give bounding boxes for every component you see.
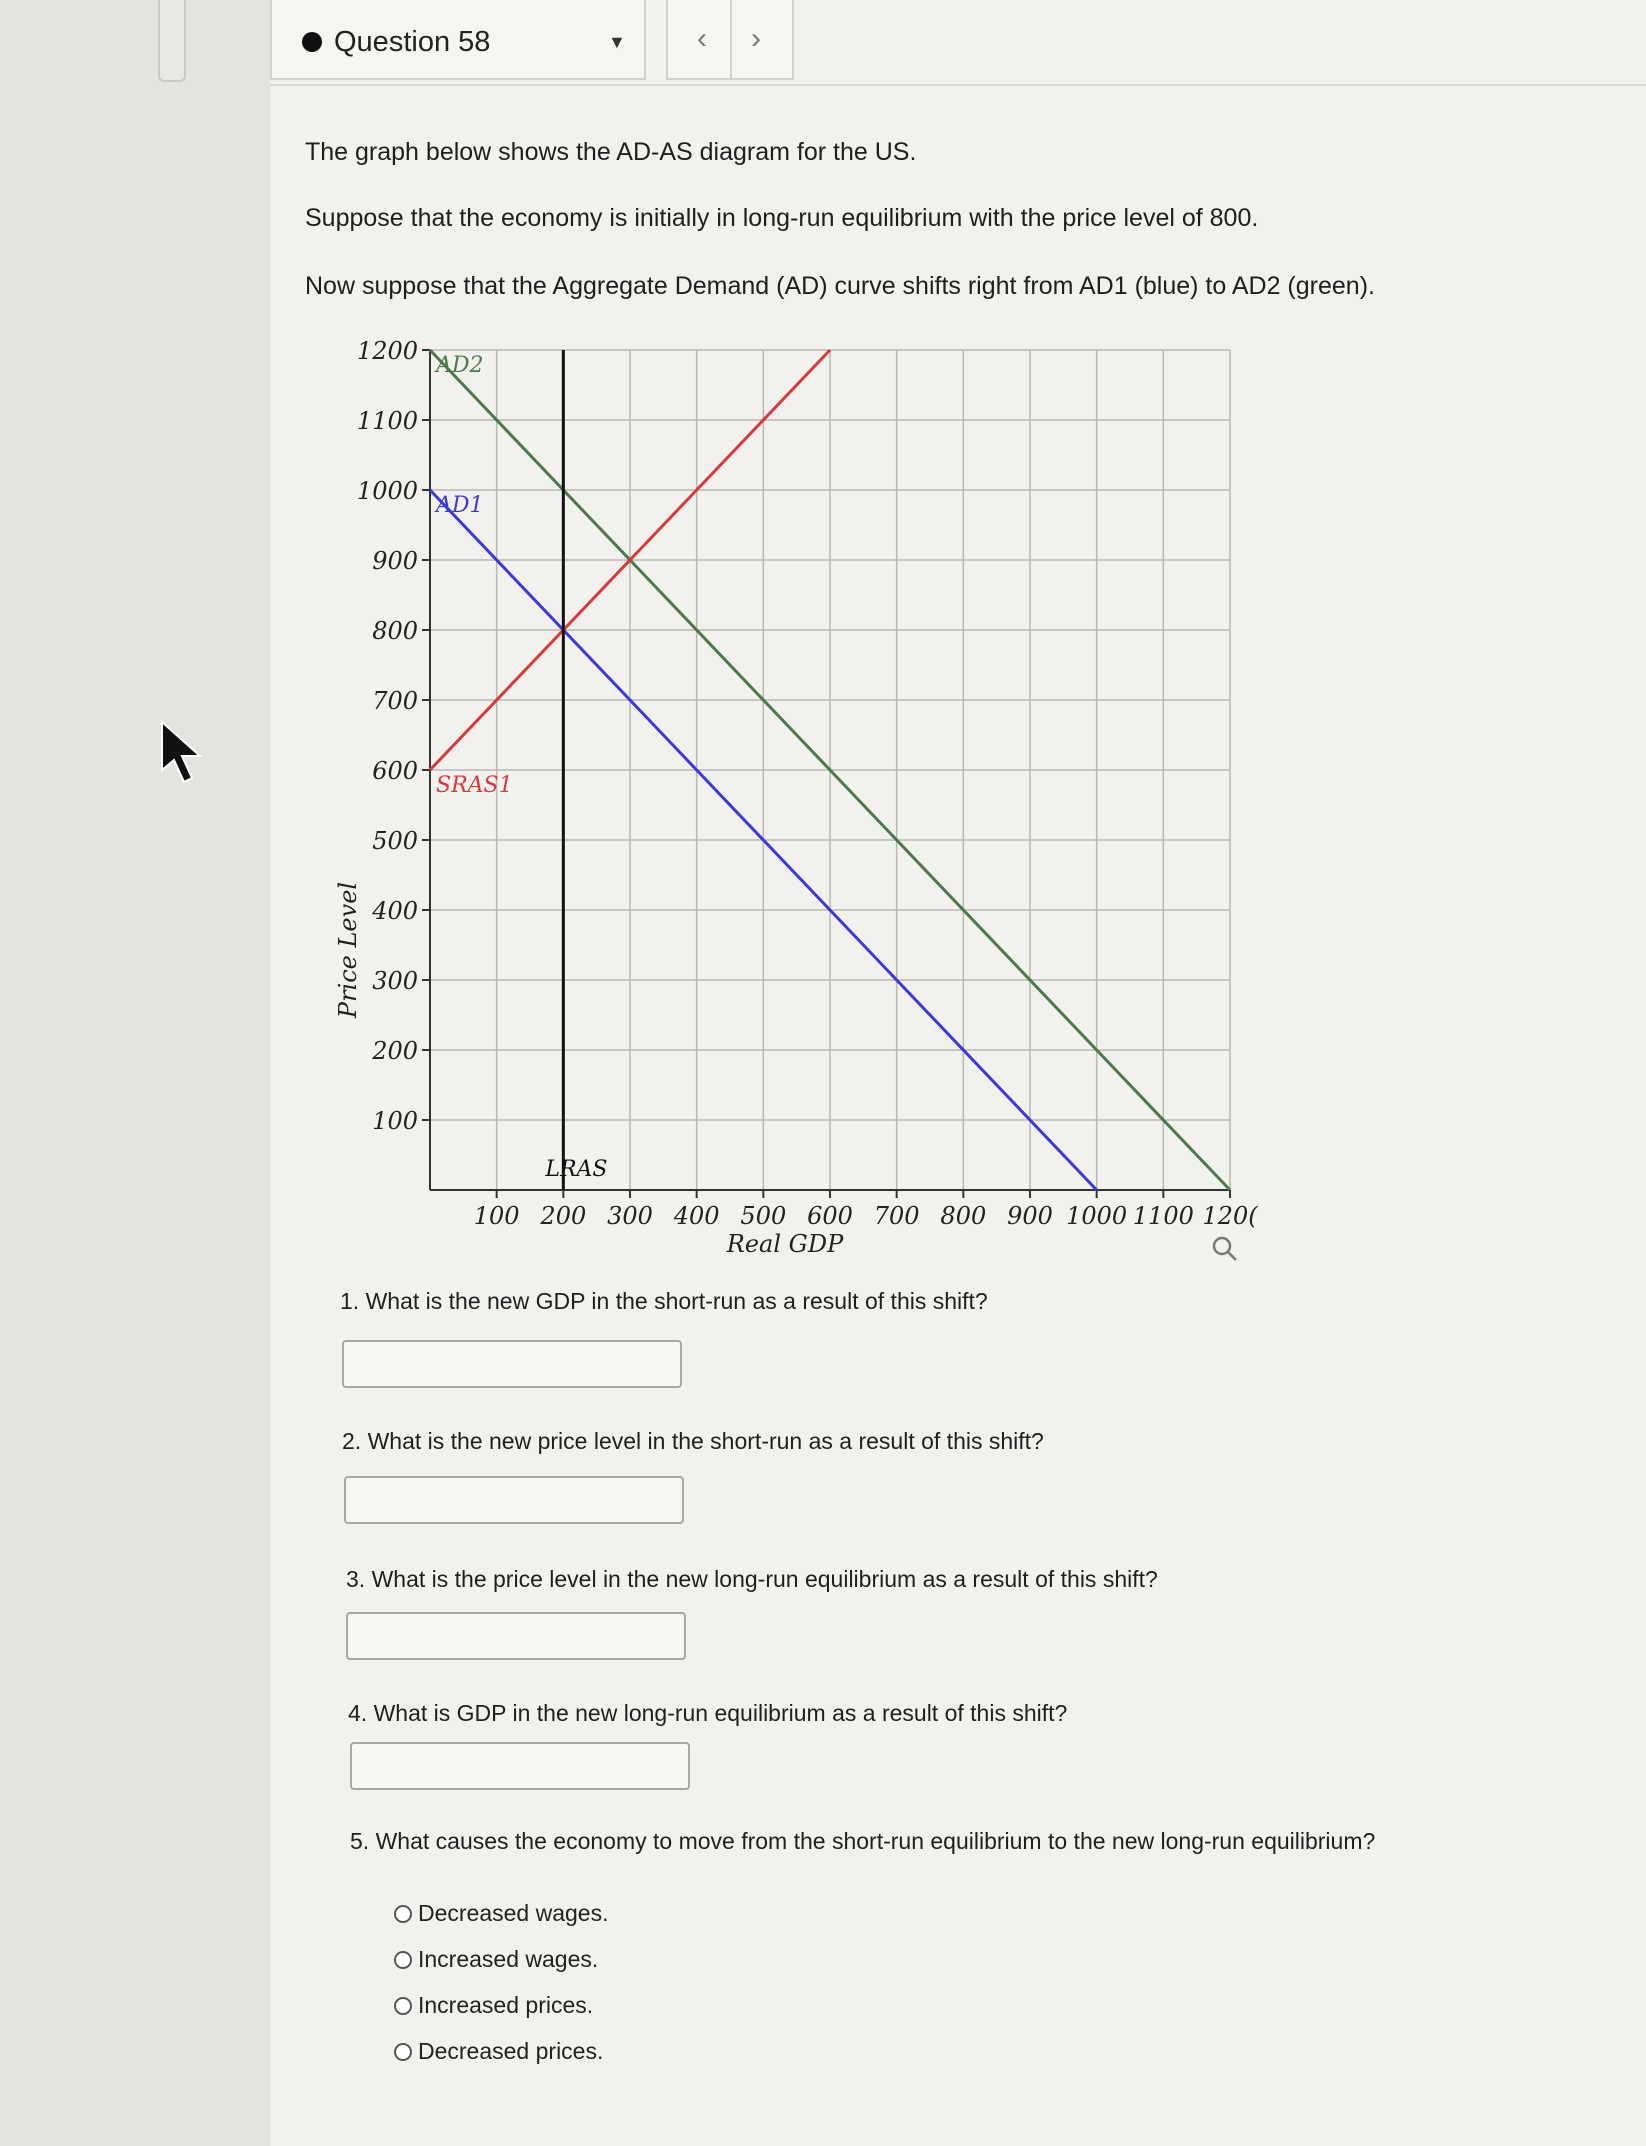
question-3-prompt: What is the price level in the new long-run equilibrium as a result of this shift? (371, 1566, 1158, 1592)
option-label: Decreased prices. (418, 2038, 604, 2064)
question-selector[interactable] (270, 0, 646, 80)
question-4-number: 4. (348, 1700, 368, 1726)
question-nav (666, 0, 794, 80)
x-tick-label: 900 (1007, 1202, 1053, 1230)
option-decreased-prices[interactable] (394, 2038, 603, 2065)
intro-line-1: The graph below shows the AD-AS diagram for the US. (305, 138, 917, 166)
question-2-number: 2. (342, 1428, 362, 1454)
question-title: Question 58 (334, 26, 491, 58)
question-page (270, 0, 1646, 2146)
y-axis-label: Price Level (334, 881, 362, 1019)
y-tick-label: 200 (372, 1037, 418, 1065)
x-tick-label: 100 (473, 1202, 520, 1230)
question-3-text (346, 1566, 1158, 1593)
y-tick-label: 600 (372, 757, 418, 785)
chevron-down-icon[interactable]: ▼ (608, 32, 626, 52)
intro-line-3: Now suppose that the Aggregate Demand (AD) curve shifts right from AD1 (blue) to AD2 (green). (305, 272, 1375, 300)
y-tick-label: 300 (372, 967, 418, 995)
next-question-button[interactable]: › (751, 22, 761, 55)
answer-input-3[interactable] (346, 1612, 686, 1660)
question-5-number: 5. (350, 1828, 370, 1854)
option-increased-wages[interactable] (394, 1946, 598, 1973)
y-tick-label: 400 (372, 897, 418, 925)
option-increased-prices[interactable] (394, 1992, 593, 2019)
answer-input-2[interactable] (344, 1476, 684, 1524)
y-tick-label: 1200 (356, 337, 418, 365)
question-1-number: 1. (340, 1288, 360, 1314)
question-5-text (350, 1828, 1375, 1855)
x-tick-label: 400 (673, 1202, 720, 1230)
header-divider (270, 84, 1646, 86)
radio-icon[interactable] (394, 2043, 412, 2061)
x-tick-label: 300 (607, 1202, 653, 1230)
series-label-ad1: AD1 (436, 493, 484, 518)
answer-input-4[interactable] (350, 1742, 690, 1790)
answer-input-1[interactable] (342, 1340, 682, 1388)
ad-as-chart (270, 330, 1270, 1270)
x-tick-label: 1100 (1132, 1202, 1194, 1230)
option-label: Increased wages. (418, 1946, 599, 1972)
zoom-icon-handle[interactable] (1228, 1252, 1236, 1260)
y-tick-label: 1000 (356, 477, 418, 505)
radio-icon[interactable] (394, 1905, 412, 1923)
left-gutter (0, 0, 270, 2146)
zoom-icon[interactable] (1214, 1238, 1230, 1254)
x-tick-label: 200 (540, 1202, 587, 1230)
option-decreased-wages[interactable] (394, 1900, 609, 1927)
question-3-number: 3. (346, 1566, 366, 1592)
x-tick-label: 700 (873, 1202, 920, 1230)
y-tick-label: 500 (372, 827, 418, 855)
question-1-text (340, 1288, 988, 1315)
radio-icon[interactable] (394, 1997, 412, 2015)
x-tick-label: 120( (1202, 1202, 1258, 1230)
mouse-cursor-icon (160, 720, 206, 786)
y-tick-label: 700 (372, 687, 418, 715)
scrollbar-stub[interactable] (158, 0, 186, 82)
x-tick-label: 800 (940, 1202, 987, 1230)
x-axis-label: Real GDP (726, 1230, 844, 1258)
question-5-prompt: What causes the economy to move from the short-run equilibrium to the new long-run equilibrium? (375, 1828, 1376, 1854)
option-label: Decreased wages. (418, 1900, 609, 1926)
option-label: Increased prices. (418, 1992, 594, 2018)
y-tick-label: 100 (372, 1107, 418, 1135)
question-4-prompt: What is GDP in the new long-run equilibrium as a result of this shift? (373, 1700, 1068, 1726)
y-tick-label: 800 (372, 617, 418, 645)
series-label-sras1: SRAS1 (436, 773, 513, 798)
radio-icon[interactable] (394, 1951, 412, 1969)
x-tick-label: 500 (740, 1202, 787, 1230)
x-tick-label: 1000 (1066, 1202, 1128, 1230)
intro-line-2: Suppose that the economy is initially in long-run equilibrium with the price level of 800. (305, 204, 1259, 232)
nav-divider (730, 0, 732, 78)
question-status-dot (302, 32, 322, 52)
y-tick-label: 1100 (356, 407, 418, 435)
question-2-prompt: What is the new price level in the short-run as a result of this shift? (367, 1428, 1044, 1454)
question-1-prompt: What is the new GDP in the short-run as a result of this shift? (365, 1288, 988, 1314)
question-4-text (348, 1700, 1067, 1727)
prev-question-button[interactable]: ‹ (697, 22, 707, 55)
question-2-text (342, 1428, 1044, 1455)
series-label-ad2: AD2 (436, 353, 484, 378)
series-label-lras: LRAS (545, 1157, 608, 1182)
y-tick-label: 900 (372, 547, 418, 575)
x-tick-label: 600 (807, 1202, 853, 1230)
